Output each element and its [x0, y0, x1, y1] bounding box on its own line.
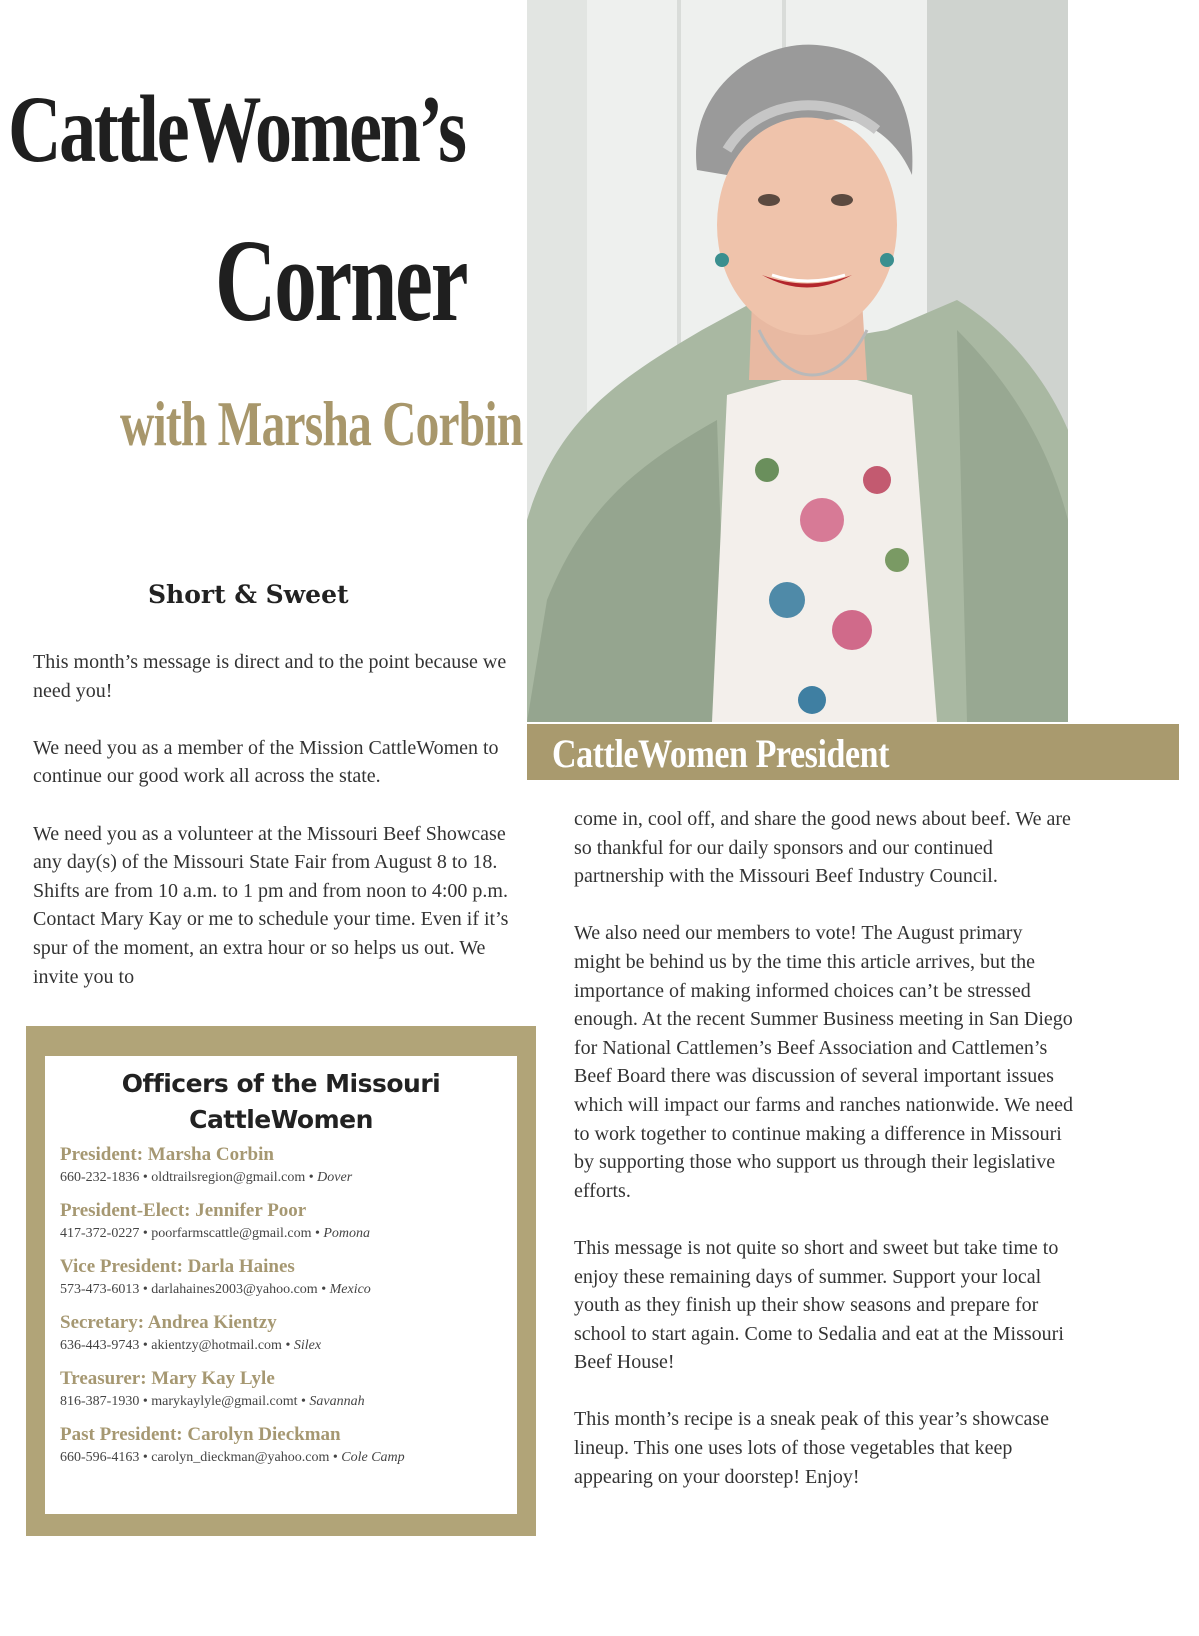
officer-city: Silex: [293, 1338, 322, 1353]
officer-city: Mexico: [329, 1282, 371, 1297]
officer-contact: [60, 1447, 517, 1469]
officer-email: marykaylyle@gmail.comt: [151, 1394, 298, 1409]
officer-role: Secretary: Andrea Kientzy: [60, 1312, 277, 1333]
officers-sidebar: [26, 1026, 536, 1536]
officer-item: [60, 1366, 517, 1413]
portrait-photo: [527, 0, 1068, 722]
officer-phone: 660-596-4163: [60, 1450, 140, 1465]
officer-contact: [60, 1223, 517, 1245]
paragraph: This message is not quite so short and sweet but take time to enjoy these remaining days of summer. Support your local youth as they finish up their show seasons and prepare for school to start again. Come to Sedalia and eat at the Missouri Beef House!: [574, 1236, 1064, 1374]
paragraph: We need you as a volunteer at the Missouri Beef Showcase any day(s) of the Missouri State Fair from August 8 to 18. Shifts are from 10 a.m. to 1 pm and from noon to 4:00 p.m. Contact Mary Kay or me to schedule your time. Even if it’s spur of the moment, an extra hour or so helps us out. We invite you to: [33, 822, 509, 988]
separator: •: [311, 1226, 324, 1241]
officers-list: [45, 1142, 517, 1469]
section-banner: [527, 724, 1179, 780]
officer-item: [60, 1198, 517, 1245]
officers-title-line2: CattleWomen: [189, 1105, 373, 1134]
officer-contact: [60, 1279, 517, 1301]
officer-role: Past President: Carolyn Dieckman: [60, 1424, 341, 1445]
separator: •: [317, 1282, 330, 1297]
officer-email: poorfarmscattle@gmail.com: [151, 1226, 312, 1241]
byline: with Marsha Corbin: [120, 388, 523, 459]
officer-phone: 417-372-0227: [60, 1226, 140, 1241]
officer-email: oldtrailsregion@gmail.com: [151, 1170, 306, 1185]
separator: •: [305, 1170, 318, 1185]
paragraph: We need you as a member of the Mission CattleWomen to continue our good work all across the state.: [33, 736, 499, 788]
paragraph: This month’s message is direct and to the point because we need you!: [33, 651, 507, 702]
officer-item: [60, 1422, 517, 1469]
separator: •: [281, 1338, 294, 1353]
officer-phone: 636-443-9743: [60, 1338, 140, 1353]
officer-email: darlahaines2003@yahoo.com: [151, 1282, 318, 1297]
officer-contact: [60, 1167, 517, 1189]
officer-role: President-Elect: Jennifer Poor: [60, 1200, 307, 1221]
officer-item: [60, 1310, 517, 1357]
article-subhead: Short & Sweet: [148, 580, 349, 609]
officer-contact: [60, 1391, 517, 1413]
officer-item: [60, 1254, 517, 1301]
officer-phone: 816-387-1930: [60, 1394, 140, 1409]
officer-phone: 660-232-1836: [60, 1170, 140, 1185]
officer-email: carolyn_dieckman@yahoo.com: [151, 1450, 330, 1465]
officer-phone: 573-473-6013: [60, 1282, 140, 1297]
officer-city: Savannah: [309, 1394, 365, 1409]
officer-city: Cole Camp: [341, 1450, 405, 1465]
paragraph: come in, cool off, and share the good news about beef. We are so thankful for our daily sponsors and our continued partnership with the Missouri Beef Industry Council.: [574, 808, 1071, 888]
officer-role: Treasurer: Mary Kay Lyle: [60, 1368, 275, 1389]
paragraph: We also need our members to vote! The August primary might be behind us by the time this article arrives, but the importance of making informed choices can’t be stressed enough. At the recent Summer Business meeting in San Diego for National Cattlemen’s Beef Association and Cattlemen’s Beef Board there was discussion of several important issues which will impact our farms and ranches nationwide. We need to work together to continue making a difference in Missouri by supporting those who support us through their legislative efforts.: [574, 922, 1073, 1202]
officer-city: Dover: [317, 1170, 353, 1185]
separator: •: [329, 1450, 342, 1465]
separator: •: [139, 1226, 152, 1241]
separator: •: [139, 1450, 152, 1465]
officer-city: Pomona: [323, 1226, 371, 1241]
separator: •: [139, 1282, 152, 1297]
officer-contact: [60, 1335, 517, 1357]
paragraph: This month’s recipe is a sneak peak of this year’s showcase lineup. This one uses lots of those vegetables that keep appearing on your doorstep! Enjoy!: [574, 1408, 1050, 1488]
officer-role: President: Marsha Corbin: [60, 1144, 274, 1165]
article-column-left: [33, 648, 523, 1020]
officers-title: [45, 1066, 517, 1138]
separator: •: [297, 1394, 310, 1409]
separator: •: [139, 1170, 152, 1185]
officer-email: akientzy@hotmail.com: [151, 1338, 282, 1353]
separator: •: [139, 1338, 152, 1353]
officer-role: Vice President: Darla Haines: [60, 1256, 295, 1277]
separator: •: [139, 1394, 152, 1409]
page-title-line1: CattleWomen’s: [8, 76, 465, 182]
officers-panel: [45, 1056, 517, 1514]
page-title-line2: Corner: [215, 215, 467, 346]
article-column-right: [574, 805, 1074, 1520]
officer-item: [60, 1142, 517, 1189]
banner-label: CattleWomen President: [552, 731, 890, 776]
officers-title-line1: Officers of the Missouri: [121, 1069, 441, 1098]
